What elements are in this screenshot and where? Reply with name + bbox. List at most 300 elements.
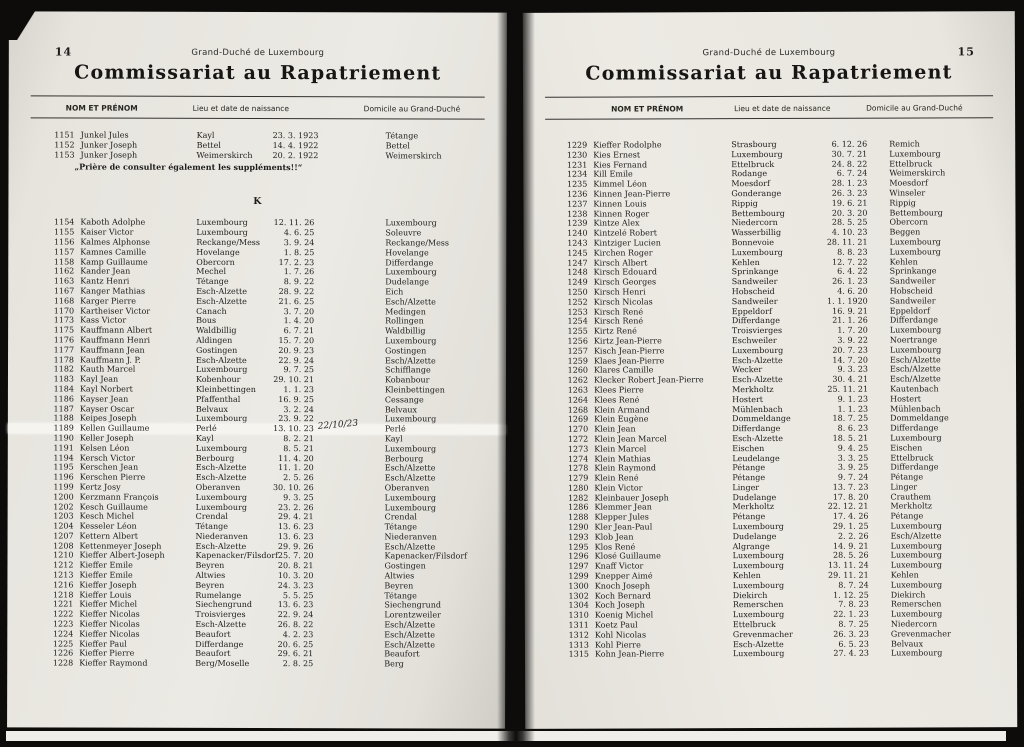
cell-birthplace: Strasbourg — [731, 139, 777, 150]
cell-birthdate: 8. 6. 23 — [837, 423, 869, 433]
cell-number: 1260 — [567, 365, 589, 376]
cell-domicile: Esch/Alzette — [890, 531, 942, 541]
cell-birthplace: Esch-Alzette — [196, 296, 247, 306]
cell-number: 1154 — [54, 217, 75, 227]
cell-birthplace: Luxembourg — [195, 414, 248, 424]
cell-number: 1269 — [567, 414, 589, 425]
column-headers — [9, 96, 507, 118]
cell-name: Kirsch Nicolas — [593, 297, 653, 307]
cell-domicile: Merkholtz — [890, 501, 933, 512]
cell-number: 1270 — [567, 424, 589, 434]
cell-domicile: Ettelbruck — [889, 159, 933, 169]
cell-name: Kirsch Albert — [593, 257, 648, 268]
cell-domicile: Luxembourg — [384, 414, 437, 424]
cell-domicile: Luxembourg — [890, 541, 942, 551]
cell-birthdate: 4. 10. 23 — [831, 227, 868, 237]
cell-birthplace: Kayl — [196, 130, 215, 140]
cell-name: Klein Armand — [594, 404, 650, 415]
cell-number: 1224 — [52, 629, 74, 639]
cell-number: 1210 — [53, 550, 74, 561]
cell-birthdate: 3. 9. 24 — [283, 238, 315, 248]
cell-birthdate: 2. 8. 25 — [282, 659, 314, 669]
register-table-left — [7, 130, 506, 669]
cell-birthplace: Berbourg — [195, 453, 235, 463]
cell-birthdate: 3. 2. 24 — [283, 404, 314, 414]
cell-domicile: Tétange — [384, 591, 417, 601]
cell-birthdate: 20. 2. 1922 — [272, 150, 319, 160]
column-header-nom: NOM ET PRÉNOM — [611, 104, 684, 114]
cell-birthdate: 24. 8. 22 — [831, 159, 868, 169]
cell-name: Kamnes Camille — [80, 247, 147, 257]
cell-birthdate: 6. 12. 26 — [831, 139, 868, 149]
cell-domicile: Gostingen — [384, 561, 426, 571]
cell-number: 1189 — [53, 423, 74, 433]
cell-name: Kirsch Henri — [593, 287, 646, 297]
table-row — [7, 659, 505, 670]
cell-domicile: Luxembourg — [889, 149, 941, 159]
cell-birthplace: Esch-Alzette — [731, 355, 783, 365]
cell-domicile: Grevenmacher — [890, 629, 951, 639]
cell-name: Kintzelé Robert — [593, 228, 657, 238]
cell-number: 1263 — [567, 385, 589, 395]
cell-birthplace: Luxembourg — [732, 522, 784, 532]
cell-name: Keller Joseph — [79, 433, 134, 443]
cell-number: 1221 — [53, 599, 74, 609]
cell-number: 1204 — [53, 521, 74, 531]
cell-number: 1288 — [568, 512, 589, 522]
cell-domicile: Esch/Alzette — [385, 297, 436, 307]
cell-name: Knepper Aimé — [594, 571, 653, 581]
cell-birthdate: 2. 5. 26 — [283, 473, 314, 483]
cell-domicile: Obercorn — [889, 217, 929, 227]
cell-domicile: Sandweiler — [889, 296, 936, 306]
cell-domicile: Luxembourg — [890, 560, 943, 570]
cell-number: 1208 — [53, 541, 74, 551]
cell-name: Klares Camille — [593, 365, 654, 375]
cell-name: Kayser Oscar — [79, 404, 135, 414]
cell-name: Koch Joseph — [594, 600, 645, 611]
cell-birthdate: 13. 6. 23 — [277, 531, 314, 542]
cell-name: Kirtz René — [593, 326, 637, 336]
cell-number: 1304 — [568, 601, 589, 611]
cell-birthplace: Kapenacker/Filsdorf — [195, 551, 279, 561]
cell-birthplace: Luxembourg — [196, 218, 248, 228]
cell-domicile: Luxembourg — [890, 550, 943, 561]
cell-birthplace: Eppeldorf — [731, 306, 772, 316]
cell-birthplace: Sandweiler — [731, 296, 778, 306]
scanner-edge-strip — [6, 731, 1006, 741]
cell-number: 1177 — [53, 345, 75, 355]
cell-birthplace: Obercorn — [196, 257, 235, 267]
cell-name: Kintziger Lucien — [593, 238, 661, 248]
cell-birthplace: Bous — [196, 316, 217, 326]
cell-domicile: Kapenacker/Filsdorf — [384, 551, 468, 562]
cell-name: Kirsch René — [593, 306, 644, 317]
column-headers — [523, 96, 1015, 119]
cell-birthplace: Tétange — [195, 521, 229, 532]
cell-birthplace: Kleinbettingen — [195, 384, 256, 394]
cell-birthdate: 29. 11. 21 — [827, 570, 869, 580]
cell-domicile: Medingen — [385, 306, 426, 317]
cell-birthdate: 16. 9. 21 — [832, 306, 868, 316]
cell-name: Klaes Jean-Pierre — [593, 355, 665, 366]
cell-number: 1252 — [567, 297, 588, 307]
cell-birthdate: 26. 3. 23 — [831, 188, 868, 198]
cell-birthplace: Gonderange — [731, 188, 782, 199]
cell-number: 1200 — [53, 492, 74, 502]
cell-number: 1194 — [53, 452, 74, 463]
cell-domicile: Niedercorn — [890, 619, 938, 629]
cell-birthdate: 28. 1. 23 — [831, 178, 868, 188]
cell-name: Kieffer Rodolphe — [593, 140, 662, 150]
cell-number: 1196 — [53, 472, 74, 482]
cell-domicile: Berg — [384, 659, 404, 669]
cell-birthdate: 27. 4. 23 — [833, 649, 870, 659]
cell-number: 1230 — [566, 150, 588, 160]
cell-birthdate: 22. 1. 23 — [833, 609, 869, 620]
cell-number: 1300 — [568, 581, 589, 591]
cell-domicile: Beyren — [384, 581, 414, 591]
cell-domicile: Niederanven — [384, 532, 437, 542]
cell-name: Kirchen Roger — [593, 248, 653, 258]
cell-name: Klein Mathias — [594, 453, 651, 464]
cell-name: Junker Joseph — [80, 150, 138, 160]
cell-name: Kirsch Georges — [593, 277, 657, 287]
cell-birthplace: Bettel — [196, 140, 221, 150]
cell-number: 1255 — [567, 326, 588, 336]
cell-birthdate: 29. 10. 21 — [273, 375, 314, 385]
cell-name: Kieffer Nicolas — [79, 619, 140, 629]
cell-number: 1190 — [53, 433, 74, 443]
cell-name: Kintze Alex — [593, 218, 640, 228]
cell-domicile: Bettembourg — [889, 207, 943, 218]
cell-domicile: Ettelbruck — [890, 452, 934, 463]
page-right — [523, 11, 1017, 729]
cell-number: 1207 — [53, 531, 74, 541]
cell-name: Kaiser Victor — [80, 227, 134, 237]
cell-name: Klosé Guillaume — [594, 551, 661, 562]
cell-birthplace: Esch-Alzette — [732, 639, 784, 649]
cell-birthdate: 6. 7. 21 — [283, 326, 315, 336]
cell-birthdate: 9. 4. 25 — [837, 443, 869, 453]
cell-birthplace: Troisvierges — [195, 610, 246, 620]
cell-name: Klein Jean — [594, 424, 636, 434]
cell-number: 1274 — [567, 454, 589, 464]
cell-number: 1231 — [566, 160, 588, 170]
cell-domicile: Esch/Alzette — [384, 463, 436, 473]
cell-birthdate: 12. 11. 26 — [273, 218, 315, 228]
cell-domicile: Luxembourg — [890, 521, 942, 531]
column-header-domicile: Domicile au Grand-Duché — [363, 104, 461, 114]
cell-name: Kieffer Paul — [79, 639, 127, 649]
cell-name: Keipes Joseph — [79, 413, 137, 424]
cell-birthplace: Luxembourg — [195, 365, 248, 375]
cell-birthdate: 26. 8. 22 — [277, 620, 314, 630]
cell-number: 1248 — [567, 267, 588, 278]
cell-birthdate: 14. 7. 20 — [832, 355, 868, 365]
cell-birthplace: Mechel — [196, 267, 227, 277]
cell-domicile: Esch/Alzette — [384, 639, 436, 650]
cell-domicile: Luxembourg — [890, 580, 943, 590]
cell-number: 1243 — [567, 238, 588, 248]
cell-birthdate: 28. 9. 22 — [278, 287, 315, 297]
cell-name: Kauffmann J. P. — [80, 355, 141, 365]
cell-name: Kieffer Nicolas — [79, 609, 140, 619]
cell-name: Kies Ernest — [593, 150, 641, 160]
cell-name: Klein Victor — [594, 483, 643, 493]
cell-number: 1226 — [52, 648, 74, 658]
cell-name: Kirtz Jean-Pierre — [593, 336, 662, 346]
cell-birthplace: Wasserbillig — [731, 228, 782, 238]
cell-birthdate: 1. 8. 25 — [283, 247, 315, 257]
cell-domicile: Hobscheid — [889, 286, 933, 296]
cell-name: Kauth Marcel — [79, 364, 136, 375]
cell-domicile: Differdange — [889, 315, 938, 325]
cell-number: 1191 — [53, 443, 74, 453]
cell-number: 1167 — [53, 286, 75, 296]
cell-domicile: Luxembourg — [889, 247, 941, 257]
cell-name: Klees Pierre — [594, 385, 644, 395]
cell-birthplace: Remerschen — [732, 600, 784, 610]
cell-domicile: Esch/Alzette — [384, 620, 436, 630]
cell-birthdate: 18. 7. 25 — [832, 413, 869, 424]
cell-number: 1249 — [567, 277, 588, 287]
cell-domicile: Esch/Alzette — [890, 374, 941, 384]
cell-name: Klein Jean Marcel — [594, 434, 667, 444]
cell-domicile: Beaufort — [384, 649, 420, 659]
cell-number: 1187 — [53, 403, 74, 414]
page-title: Commissariat au Rapatriement — [74, 61, 442, 85]
cell-birthdate: 28. 11. 21 — [826, 237, 868, 247]
cell-name: Kander Jean — [80, 266, 131, 277]
cell-birthplace: Waldbillig — [196, 325, 237, 336]
cell-number: 1310 — [568, 610, 589, 620]
cell-number: 1163 — [53, 276, 75, 286]
cell-birthdate: 13. 7. 23 — [832, 482, 869, 492]
cell-number: 1188 — [53, 413, 74, 423]
cell-birthplace: Reckange/Mess — [196, 237, 261, 247]
cell-domicile: Rippig — [889, 198, 916, 208]
cell-birthdate: 22. 12. 21 — [827, 502, 869, 512]
cell-birthdate: 20. 9. 23 — [278, 345, 315, 355]
cell-number: 1203 — [53, 511, 74, 521]
cell-number: 1299 — [568, 571, 589, 581]
cell-birthplace: Pétange — [732, 463, 766, 473]
cell-number: 1280 — [568, 483, 589, 493]
cell-number: 1279 — [568, 473, 589, 483]
cell-domicile: Esch/Alzette — [889, 354, 941, 365]
cell-birthdate: 9. 7. 25 — [283, 365, 315, 375]
cell-number: 1195 — [53, 462, 74, 472]
page-number: 14 — [54, 45, 73, 59]
cell-number: 1293 — [568, 532, 589, 542]
cell-birthdate: 30. 7. 21 — [831, 149, 868, 159]
cell-number: 1302 — [568, 591, 589, 601]
cell-birthdate: 30. 4. 21 — [832, 374, 869, 384]
cell-name: Kler Jean-Paul — [594, 522, 653, 532]
cell-birthdate: 13. 10. 23 — [273, 424, 314, 434]
cell-birthplace: Esch-Alzette — [196, 355, 247, 365]
cell-domicile: Differdange — [890, 462, 939, 472]
cell-birthdate: 6. 5. 23 — [838, 639, 869, 649]
handwritten-annotation: 22/10/23 — [317, 418, 359, 433]
cell-name: Kesch Guillaume — [79, 502, 148, 512]
cell-birthdate: 4. 6. 25 — [283, 228, 315, 238]
cell-name: Kleinbauer Joseph — [594, 493, 669, 503]
cell-name: Kayser Jean — [79, 394, 129, 404]
cell-birthdate: 23. 3. 1923 — [272, 131, 319, 141]
cell-number: 1259 — [567, 356, 588, 366]
cell-domicile: Rollingen — [385, 316, 424, 326]
cell-number: 1234 — [566, 170, 588, 180]
cell-name: Kisch Jean-Pierre — [593, 346, 665, 356]
cell-birthdate: 12. 7. 22 — [831, 257, 868, 267]
cell-number: 1278 — [567, 463, 589, 474]
cell-number: 1264 — [567, 395, 589, 405]
cell-birthplace: Weimerskirch — [196, 150, 253, 160]
page-number: 15 — [957, 45, 975, 59]
cell-number: 1170 — [53, 306, 75, 316]
cell-birthdate: 25. 11. 21 — [827, 384, 869, 394]
cell-birthdate: 1. 1. 23 — [837, 404, 869, 414]
cell-domicile: Reckange/Mess — [385, 238, 450, 248]
cell-domicile: Sprinkange — [889, 266, 937, 276]
cell-birthplace: Canach — [196, 306, 227, 316]
cell-name: Karger Pierre — [80, 296, 137, 306]
cell-name: Koch Bernard — [594, 591, 651, 601]
cell-birthdate: 9. 3. 25 — [283, 492, 314, 502]
cell-number: 1228 — [52, 658, 74, 668]
cell-name: Kayl Norbert — [79, 384, 133, 394]
cell-birthdate: 13. 11. 24 — [827, 560, 869, 571]
cell-birthplace: Siechengrund — [195, 600, 253, 610]
cell-name: Klos René — [594, 542, 636, 552]
cell-domicile: Perlé — [384, 424, 406, 434]
cell-number: 1297 — [568, 561, 589, 571]
cell-birthplace: Tétange — [196, 277, 229, 287]
cell-name: Kerschen Jean — [79, 462, 139, 473]
cell-birthplace: Luxembourg — [731, 345, 784, 355]
cell-birthplace: Rumelange — [195, 590, 242, 600]
cell-name: Klein Eugène — [594, 414, 649, 424]
cell-number: 1183 — [53, 374, 74, 384]
cell-domicile: Lorentzweiler — [384, 610, 441, 620]
cell-name: Kies Fernand — [593, 160, 648, 170]
cell-name: Kaboth Adolphe — [80, 217, 146, 228]
cell-domicile: Eischen — [890, 443, 923, 453]
cell-domicile: Luxembourg — [384, 493, 437, 503]
cell-name: Kettern Albert — [79, 531, 138, 541]
cell-birthplace: Oberanven — [195, 482, 241, 492]
cell-birthdate: 25. 7. 20 — [277, 551, 314, 561]
cell-birthdate: 13. 6. 23 — [277, 600, 314, 610]
cell-birthdate: 23. 2. 26 — [278, 502, 314, 512]
cell-domicile: Hovelange — [385, 248, 429, 258]
cell-birthplace: Differdange — [732, 424, 781, 434]
cell-domicile: Luxembourg — [384, 444, 437, 454]
cell-birthdate: 26. 3. 23 — [833, 629, 869, 639]
cell-domicile: Esch/Alzette — [889, 364, 941, 374]
cell-domicile: Tétange — [385, 131, 419, 141]
cell-birthdate: 1. 1. 23 — [283, 385, 314, 395]
cell-birthplace: Luxembourg — [732, 649, 785, 659]
cell-birthplace: Rippig — [731, 198, 758, 208]
cell-domicile: Esch/Alzette — [384, 473, 436, 483]
cell-birthdate: 8. 7. 24 — [838, 580, 869, 590]
cell-birthdate: 22. 9. 24 — [277, 610, 314, 620]
cell-domicile: Luxembourg — [889, 345, 942, 355]
cell-birthplace: Diekirch — [732, 590, 768, 600]
cell-birthplace: Kobenhour — [195, 374, 241, 385]
cell-number: 1182 — [53, 364, 75, 374]
cell-birthplace: Dommeldange — [732, 414, 791, 424]
cell-name: Klemmer Jean — [594, 502, 652, 513]
cell-birthplace: Wecker — [731, 365, 763, 375]
cell-number: 1239 — [567, 219, 588, 229]
cell-number: 1282 — [568, 493, 589, 503]
cell-name: Kayl Jean — [79, 374, 119, 384]
cell-birthplace: Crendal — [195, 512, 228, 522]
cell-birthplace: Ettelbruck — [731, 159, 775, 169]
cell-number: 1296 — [568, 552, 589, 562]
cell-birthdate: 17. 2. 23 — [278, 257, 315, 267]
cell-birthplace: Luxembourg — [195, 443, 248, 453]
cell-birthplace: Differdange — [195, 639, 244, 649]
cell-birthdate: 15. 7. 20 — [278, 336, 315, 346]
cell-domicile: Remerschen — [890, 599, 942, 610]
cell-domicile: Dommeldange — [890, 413, 949, 423]
cell-birthdate: 20. 6. 25 — [277, 639, 314, 649]
cell-number: 1223 — [52, 619, 74, 629]
cell-birthdate: 20. 8. 21 — [277, 561, 314, 571]
cell-birthdate: 17. 8. 20 — [832, 492, 869, 502]
cell-name: Kieffer Nicolas — [79, 629, 140, 639]
cell-birthdate: 11. 4. 20 — [278, 453, 314, 463]
cell-number: 1311 — [568, 620, 589, 630]
cell-birthdate: 22. 9. 24 — [278, 355, 315, 365]
cell-birthdate: 30. 10. 26 — [272, 482, 314, 493]
cell-domicile: Remich — [889, 139, 920, 149]
cell-number: 1257 — [567, 346, 588, 356]
cell-birthplace: Merkholtz — [732, 384, 774, 395]
cell-domicile: Esch/Alzette — [384, 630, 436, 640]
cell-name: Kanger Mathias — [80, 286, 146, 296]
cell-birthdate: 26. 1. 23 — [832, 276, 868, 286]
cell-domicile: Diekirch — [890, 590, 926, 600]
register-table-right — [523, 139, 1017, 660]
cell-name: Kimmel Léon — [593, 179, 647, 189]
cell-domicile: Luxembourg — [384, 502, 436, 512]
cell-name: Kauffmann Albert — [80, 325, 153, 335]
cell-name: Junker Joseph — [80, 140, 138, 150]
cell-birthplace: Linger — [732, 482, 760, 493]
cell-birthdate: 6. 4. 22 — [837, 267, 868, 277]
cell-number: 1272 — [567, 434, 589, 444]
cell-birthplace: Gostingen — [196, 345, 238, 355]
cell-name: Kinnen Jean-Pierre — [593, 189, 671, 199]
cell-name: Kieffer Pierre — [79, 648, 135, 659]
supplements-note: „Prière de consulter également les suppléments!!“ — [74, 161, 303, 173]
cell-domicile: Luxembourg — [889, 237, 941, 247]
cell-birthplace: Esch-Alzette — [732, 433, 783, 444]
cell-name: Kertz Josy — [79, 482, 121, 492]
cell-birthdate: 29. 1. 25 — [832, 521, 869, 531]
cell-birthdate: 21. 1. 26 — [832, 316, 868, 326]
cell-name: Klein Marcel — [594, 444, 647, 454]
cell-name: Kettenmeyer Joseph — [79, 541, 162, 551]
cell-domicile: Dudelange — [385, 277, 430, 287]
cell-domicile: Kayl — [384, 434, 403, 444]
